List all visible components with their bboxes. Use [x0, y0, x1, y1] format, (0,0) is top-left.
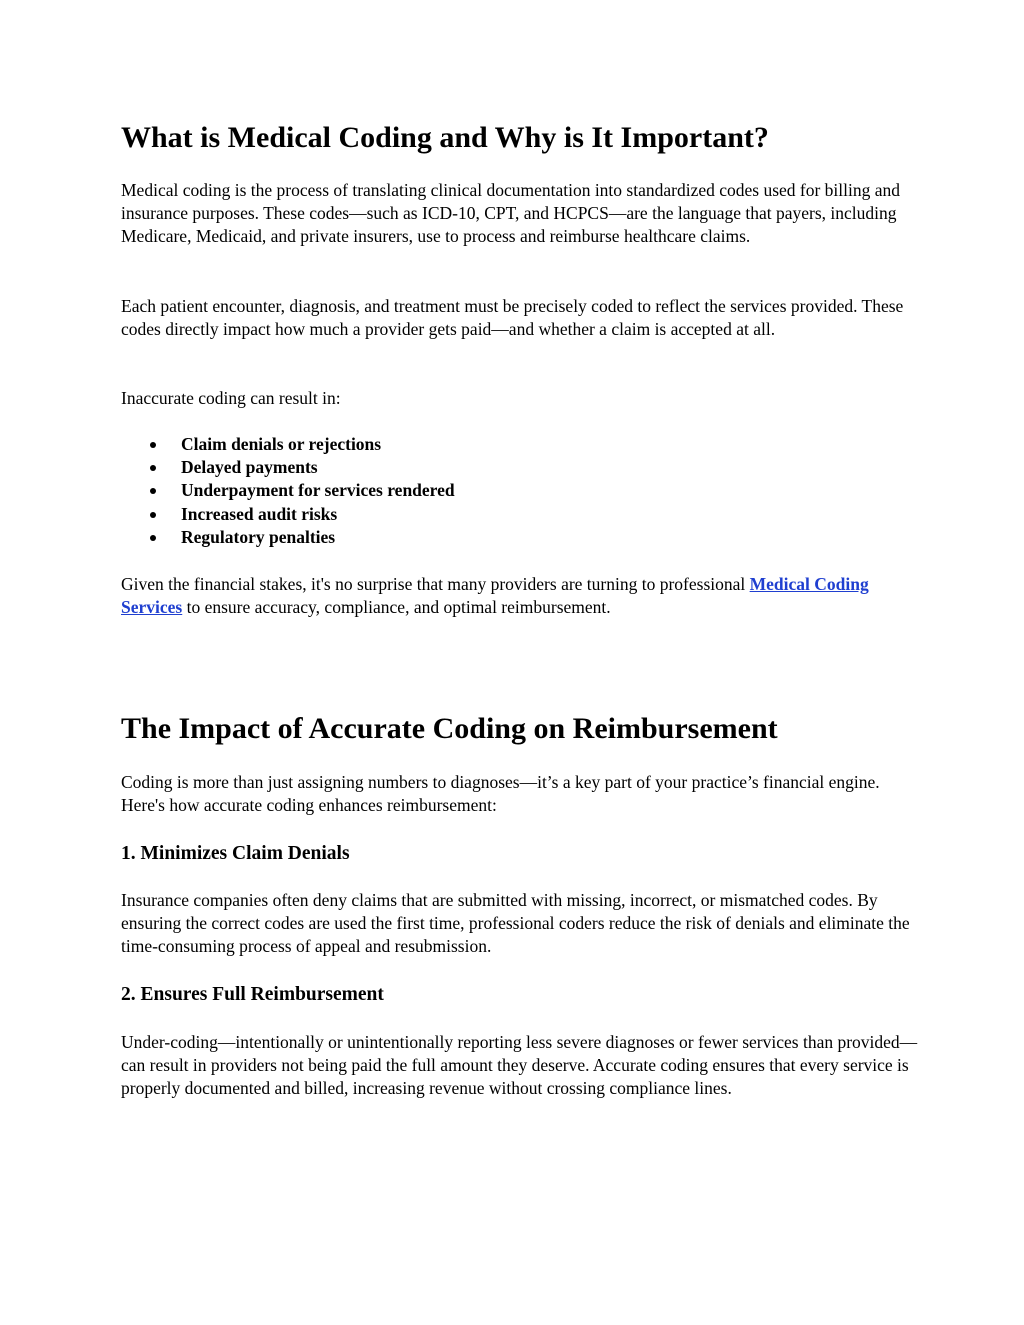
bullet-icon	[150, 535, 156, 541]
medical-coding-services-link[interactable]: Medical Coding Services	[121, 574, 869, 618]
subheading-full-reimbursement: 2. Ensures Full Reimbursement	[121, 984, 384, 1005]
section-title-impact: The Impact of Accurate Coding on Reimbursement	[121, 712, 778, 745]
subheading-minimizes-denials: 1. Minimizes Claim Denials	[121, 843, 350, 864]
consequences-list	[0, 433, 455, 549]
list-item: Delayed payments	[0, 456, 455, 479]
paragraph-encounter: Each patient encounter, diagnosis, and treatment must be precisely coded to reflect the services provided. These codes directly impact how much a provider gets paid—and whether a claim is accepted at all.	[121, 296, 904, 340]
list-item: Claim denials or rejections	[0, 433, 455, 456]
paragraph-definition: Medical coding is the process of translating clinical documentation into standardized codes used for billing and insurance purposes. These codes—such as ICD-10, CPT, and HCPCS—are the language that payers, including Medicare, Medicaid, and private insurers, use to process and reimburse healthcare claims.	[121, 180, 901, 247]
list-item: Underpayment for services rendered	[0, 479, 455, 502]
list-item: Regulatory penalties	[0, 526, 455, 549]
paragraph-impact-intro: Coding is more than just assigning numbers to diagnoses—it’s a key part of your practice’s financial engine. Here's how accurate coding enhances reimbursement:	[121, 772, 880, 816]
list-item: Increased audit risks	[0, 503, 455, 526]
section-title-medical-coding: What is Medical Coding and Why is It Important?	[121, 121, 769, 154]
bullet-icon	[150, 488, 156, 494]
bullet-icon	[150, 442, 156, 448]
paragraph-financial-stakes: Given the financial stakes, it's no surprise that many providers are turning to professional Medical Coding Services to ensure accuracy, compliance, and optimal reimbursement.	[121, 574, 869, 618]
paragraph-minimizes-denials: Insurance companies often deny claims that are submitted with missing, incorrect, or mismatched codes. By ensuring the correct codes are used the first time, professional coders reduce the risk of denials and eliminate the time-consuming process of appeal and resubmission.	[121, 890, 910, 957]
paragraph-full-reimbursement: Under-coding—intentionally or unintentionally reporting less severe diagnoses or fewer services than provided—can result in providers not being paid the full amount they deserve. Accurate coding ensures that every service is properly documented and billed, increasing revenue without crossing compliance lines.	[121, 1032, 918, 1099]
bullet-icon	[150, 512, 156, 518]
bullet-icon	[150, 465, 156, 471]
paragraph-inaccurate-intro: Inaccurate coding can result in:	[121, 388, 341, 408]
